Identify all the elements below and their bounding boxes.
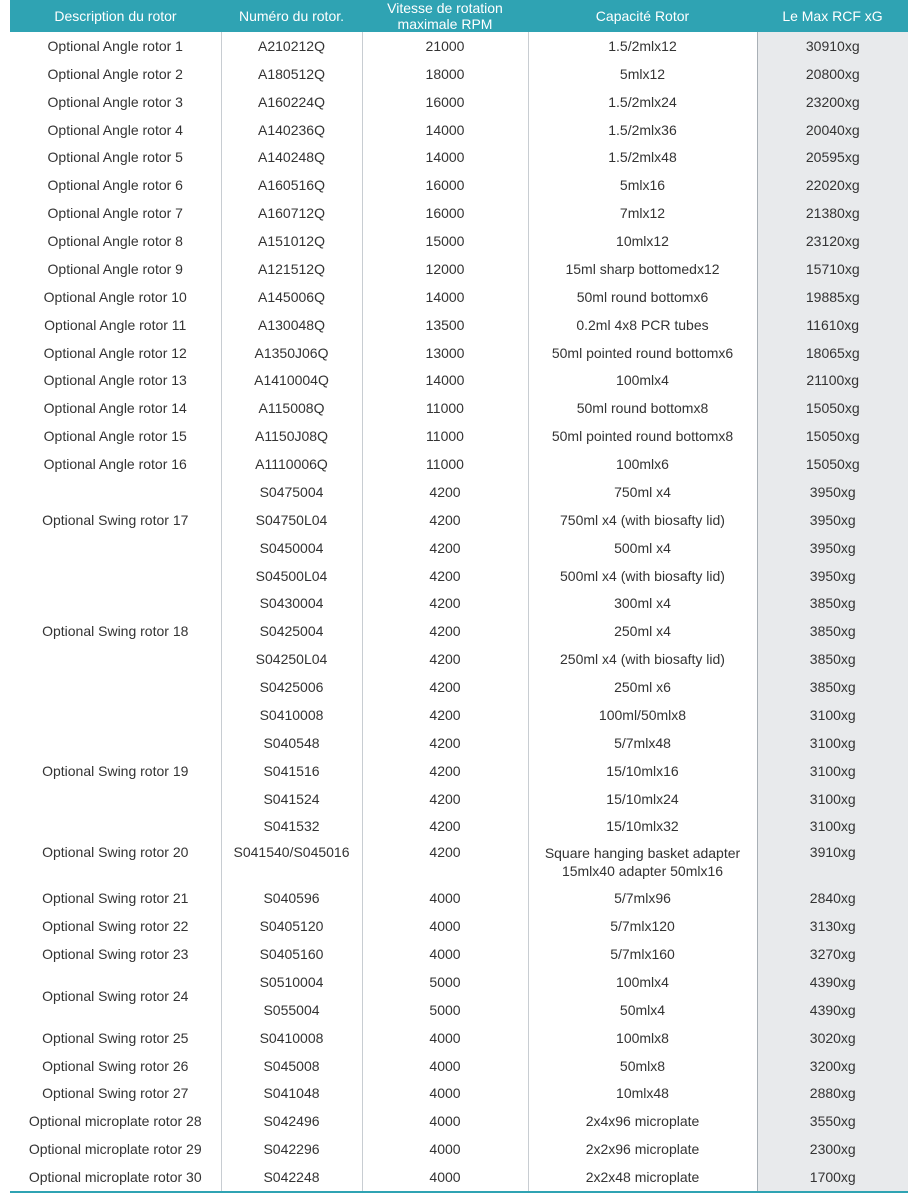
rotor-number-cell: A1350J06Q [221,339,362,367]
table-row [10,840,908,884]
rotor-number-cell: S0450004 [221,534,362,562]
rotor-number-cell: A145006Q [221,283,362,311]
max-speed-cell: 4200 [362,840,528,884]
capacity-cell: 50ml round bottomx6 [528,283,757,311]
table-row [10,968,908,996]
rotor-number-cell: S04500L04 [221,562,362,590]
capacity-cell: 2x4x96 microplate [528,1107,757,1135]
max-rcf-cell: 3950xg [757,506,908,534]
rotor-description-cell: Optional Swing rotor 24 [10,968,221,1024]
max-rcf-cell: 3850xg [757,617,908,645]
rotor-number-cell: S041048 [221,1080,362,1108]
max-rcf-cell: 3850xg [757,645,908,673]
table-row [10,367,908,395]
capacity-cell: 100mlx8 [528,1024,757,1052]
rotor-description-cell: Optional Angle rotor 1 [10,32,221,60]
rotor-number-cell: A1410004Q [221,367,362,395]
rotor-number-cell: A160516Q [221,171,362,199]
max-rcf-cell: 3100xg [757,813,908,841]
table-row [10,450,908,478]
capacity-cell: 5/7mlx160 [528,940,757,968]
rotor-number-cell: S0425006 [221,673,362,701]
rotor-description-cell: Optional Swing rotor 22 [10,912,221,940]
rotor-number-cell: S0410008 [221,701,362,729]
max-rcf-cell: 3950xg [757,478,908,506]
rotor-number-cell: S041524 [221,785,362,813]
table-row [10,1052,908,1080]
rotor-description-cell: Optional Angle rotor 5 [10,144,221,172]
table-row [10,1107,908,1135]
capacity-cell: Square hanging basket adapter 15mlx40 adapter 50mlx16 [528,840,757,884]
rotor-description-cell: Optional Swing rotor 21 [10,884,221,912]
max-speed-cell: 5000 [362,996,528,1024]
rotor-description-cell: Optional Angle rotor 9 [10,255,221,283]
capacity-cell: 50ml pointed round bottomx6 [528,339,757,367]
max-rcf-cell: 11610xg [757,311,908,339]
max-speed-cell: 14000 [362,367,528,395]
max-rcf-cell: 15050xg [757,422,908,450]
max-speed-cell: 4200 [362,590,528,618]
max-rcf-cell: 2880xg [757,1080,908,1108]
max-speed-cell: 4000 [362,1024,528,1052]
max-speed-cell: 5000 [362,968,528,996]
table-row [10,940,908,968]
max-speed-cell: 4200 [362,785,528,813]
table-row [10,283,908,311]
capacity-cell: 250ml x6 [528,673,757,701]
capacity-cell: 250ml x4 [528,617,757,645]
max-rcf-cell: 1700xg [757,1163,908,1191]
table-row [10,255,908,283]
rotor-number-cell: S0475004 [221,478,362,506]
capacity-cell: 50ml pointed round bottomx8 [528,422,757,450]
max-speed-cell: 13500 [362,311,528,339]
table-row [10,116,908,144]
capacity-cell: 50ml round bottomx8 [528,394,757,422]
rotor-description-cell: Optional Angle rotor 11 [10,311,221,339]
rotor-number-cell: S04250L04 [221,645,362,673]
rotor-description-cell: Optional Swing rotor 25 [10,1024,221,1052]
table-row [10,60,908,88]
capacity-cell: 5mlx12 [528,60,757,88]
max-speed-cell: 4000 [362,884,528,912]
max-rcf-cell: 3910xg [757,840,908,884]
max-speed-cell: 4000 [362,912,528,940]
max-speed-cell: 14000 [362,116,528,144]
max-rcf-cell: 3100xg [757,701,908,729]
capacity-cell: 1.5/2mlx36 [528,116,757,144]
rotor-description-cell: Optional Angle rotor 7 [10,199,221,227]
max-rcf-cell: 23200xg [757,88,908,116]
rotor-spec-table [10,0,908,1191]
table-row [10,422,908,450]
max-rcf-cell: 4390xg [757,996,908,1024]
rotor-number-cell: S041540/S045016 [221,840,362,884]
max-rcf-cell: 2840xg [757,884,908,912]
header-rotor-number: Numéro du rotor. [221,0,362,32]
max-rcf-cell: 3550xg [757,1107,908,1135]
header-max-rcf: Le Max RCF xG [757,0,908,32]
capacity-cell: 5/7mlx96 [528,884,757,912]
max-rcf-cell: 20595xg [757,144,908,172]
max-speed-cell: 16000 [362,171,528,199]
rotor-number-cell: A1150J08Q [221,422,362,450]
capacity-cell: 100mlx4 [528,968,757,996]
max-speed-cell: 4200 [362,617,528,645]
capacity-cell: 5/7mlx120 [528,912,757,940]
rotor-number-cell: S041516 [221,757,362,785]
max-rcf-cell: 3950xg [757,534,908,562]
rotor-number-cell: S0405120 [221,912,362,940]
table-row [10,1080,908,1108]
max-rcf-cell: 15050xg [757,394,908,422]
rotor-spec-table-container [10,0,908,1193]
rotor-number-cell: A160712Q [221,199,362,227]
capacity-cell: 7mlx12 [528,199,757,227]
rotor-description-cell: Optional Swing rotor 19 [10,701,221,840]
rotor-number-cell: S0410008 [221,1024,362,1052]
table-row [10,171,908,199]
header-row [10,0,908,32]
rotor-description-cell: Optional Angle rotor 14 [10,394,221,422]
max-speed-cell: 4000 [362,1107,528,1135]
max-speed-cell: 21000 [362,32,528,60]
max-rcf-cell: 19885xg [757,283,908,311]
capacity-cell: 100ml/50mlx8 [528,701,757,729]
table-row [10,478,908,506]
max-speed-cell: 4200 [362,562,528,590]
max-speed-cell: 4200 [362,757,528,785]
max-speed-cell: 11000 [362,450,528,478]
max-rcf-cell: 3100xg [757,757,908,785]
table-row [10,394,908,422]
table-row [10,562,908,590]
rotor-number-cell: S0510004 [221,968,362,996]
rotor-number-cell: S040548 [221,729,362,757]
max-speed-cell: 4000 [362,1163,528,1191]
capacity-cell: 50mlx4 [528,996,757,1024]
table-row [10,88,908,116]
max-speed-cell: 4200 [362,478,528,506]
max-rcf-cell: 15050xg [757,450,908,478]
table-row [10,1135,908,1163]
max-speed-cell: 16000 [362,88,528,116]
rotor-number-cell: S0405160 [221,940,362,968]
max-speed-cell: 4000 [362,940,528,968]
max-speed-cell: 11000 [362,394,528,422]
max-rcf-cell: 2300xg [757,1135,908,1163]
max-rcf-cell: 22020xg [757,171,908,199]
max-speed-cell: 4200 [362,701,528,729]
rotor-description-cell: Optional Angle rotor 13 [10,367,221,395]
rotor-description-cell: Optional Angle rotor 2 [10,60,221,88]
max-rcf-cell: 3100xg [757,729,908,757]
max-speed-cell: 12000 [362,255,528,283]
rotor-number-cell: S055004 [221,996,362,1024]
rotor-description-cell: Optional Angle rotor 15 [10,422,221,450]
rotor-description-cell: Optional microplate rotor 30 [10,1163,221,1191]
rotor-number-cell: S041532 [221,813,362,841]
capacity-cell: 2x2x48 microplate [528,1163,757,1191]
max-speed-cell: 14000 [362,144,528,172]
capacity-cell: 300ml x4 [528,590,757,618]
capacity-cell: 10mlx48 [528,1080,757,1108]
rotor-description-cell: Optional Swing rotor 23 [10,940,221,968]
table-header [10,0,908,32]
rotor-description-cell: Optional Swing rotor 17 [10,478,221,562]
capacity-cell: 1.5/2mlx24 [528,88,757,116]
table-row [10,311,908,339]
table-bottom-rule [10,1191,908,1193]
rotor-number-cell: A115008Q [221,394,362,422]
rotor-description-cell: Optional Angle rotor 10 [10,283,221,311]
rotor-number-cell: S045008 [221,1052,362,1080]
max-speed-cell: 4200 [362,813,528,841]
max-rcf-cell: 3950xg [757,562,908,590]
table-row [10,1024,908,1052]
max-rcf-cell: 3130xg [757,912,908,940]
capacity-cell: 750ml x4 [528,478,757,506]
capacity-cell: 10mlx12 [528,227,757,255]
rotor-description-cell: Optional microplate rotor 29 [10,1135,221,1163]
capacity-cell: 100mlx6 [528,450,757,478]
table-row [10,701,908,729]
header-description: Description du rotor [10,0,221,32]
capacity-cell: 0.2ml 4x8 PCR tubes [528,311,757,339]
max-speed-cell: 4200 [362,534,528,562]
max-speed-cell: 4200 [362,673,528,701]
capacity-cell: 250ml x4 (with biosafty lid) [528,645,757,673]
rotor-description-cell: Optional Swing rotor 27 [10,1080,221,1108]
max-speed-cell: 16000 [362,199,528,227]
rotor-description-cell: Optional Swing rotor 20 [10,840,221,884]
rotor-description-cell: Optional Angle rotor 8 [10,227,221,255]
rotor-number-cell: S04750L04 [221,506,362,534]
rotor-number-cell: A210212Q [221,32,362,60]
max-rcf-cell: 3850xg [757,673,908,701]
rotor-number-cell: A1110006Q [221,450,362,478]
max-rcf-cell: 3850xg [757,590,908,618]
max-speed-cell: 14000 [362,283,528,311]
rotor-number-cell: A130048Q [221,311,362,339]
capacity-cell: 500ml x4 (with biosafty lid) [528,562,757,590]
max-rcf-cell: 21380xg [757,199,908,227]
max-speed-cell: 11000 [362,422,528,450]
max-speed-cell: 18000 [362,60,528,88]
rotor-number-cell: S040596 [221,884,362,912]
capacity-cell: 5/7mlx48 [528,729,757,757]
rotor-number-cell: A140236Q [221,116,362,144]
capacity-cell: 500ml x4 [528,534,757,562]
table-row [10,1163,908,1191]
max-speed-cell: 4200 [362,506,528,534]
rotor-description-cell: Optional Swing rotor 18 [10,562,221,701]
rotor-number-cell: A121512Q [221,255,362,283]
capacity-cell: 5mlx16 [528,171,757,199]
table-row [10,884,908,912]
max-speed-cell: 4000 [362,1080,528,1108]
capacity-cell: 2x2x96 microplate [528,1135,757,1163]
capacity-cell: 15/10mlx16 [528,757,757,785]
header-max-speed: Vitesse de rotation maximale RPM [362,0,528,32]
max-rcf-cell: 3200xg [757,1052,908,1080]
header-capacity: Capacité Rotor [528,0,757,32]
max-speed-cell: 15000 [362,227,528,255]
rotor-number-cell: A160224Q [221,88,362,116]
rotor-description-cell: Optional Angle rotor 3 [10,88,221,116]
table-body [10,32,908,1191]
capacity-cell: 750ml x4 (with biosafty lid) [528,506,757,534]
rotor-number-cell: S042496 [221,1107,362,1135]
max-rcf-cell: 3100xg [757,785,908,813]
max-speed-cell: 4200 [362,645,528,673]
rotor-description-cell: Optional Angle rotor 12 [10,339,221,367]
rotor-description-cell: Optional Angle rotor 16 [10,450,221,478]
table-row [10,199,908,227]
rotor-description-cell: Optional Angle rotor 4 [10,116,221,144]
max-rcf-cell: 21100xg [757,367,908,395]
capacity-cell: 15/10mlx24 [528,785,757,813]
max-rcf-cell: 30910xg [757,32,908,60]
table-row [10,227,908,255]
rotor-description-cell: Optional microplate rotor 28 [10,1107,221,1135]
capacity-cell: 1.5/2mlx48 [528,144,757,172]
max-speed-cell: 13000 [362,339,528,367]
max-rcf-cell: 3020xg [757,1024,908,1052]
capacity-cell: 15/10mlx32 [528,813,757,841]
rotor-number-cell: S0425004 [221,617,362,645]
rotor-number-cell: A140248Q [221,144,362,172]
rotor-number-cell: S0430004 [221,590,362,618]
max-speed-cell: 4000 [362,1135,528,1163]
max-speed-cell: 4200 [362,729,528,757]
max-rcf-cell: 20800xg [757,60,908,88]
rotor-description-cell: Optional Swing rotor 26 [10,1052,221,1080]
rotor-number-cell: S042248 [221,1163,362,1191]
max-rcf-cell: 4390xg [757,968,908,996]
capacity-cell: 15ml sharp bottomedx12 [528,255,757,283]
max-rcf-cell: 15710xg [757,255,908,283]
capacity-cell: 100mlx4 [528,367,757,395]
capacity-cell: 50mlx8 [528,1052,757,1080]
max-speed-cell: 4000 [362,1052,528,1080]
table-row [10,339,908,367]
rotor-description-cell: Optional Angle rotor 6 [10,171,221,199]
max-rcf-cell: 3270xg [757,940,908,968]
table-row [10,32,908,60]
rotor-number-cell: A151012Q [221,227,362,255]
rotor-number-cell: A180512Q [221,60,362,88]
capacity-cell: 1.5/2mlx12 [528,32,757,60]
max-rcf-cell: 18065xg [757,339,908,367]
max-rcf-cell: 23120xg [757,227,908,255]
rotor-number-cell: S042296 [221,1135,362,1163]
table-row [10,912,908,940]
max-rcf-cell: 20040xg [757,116,908,144]
table-row [10,144,908,172]
